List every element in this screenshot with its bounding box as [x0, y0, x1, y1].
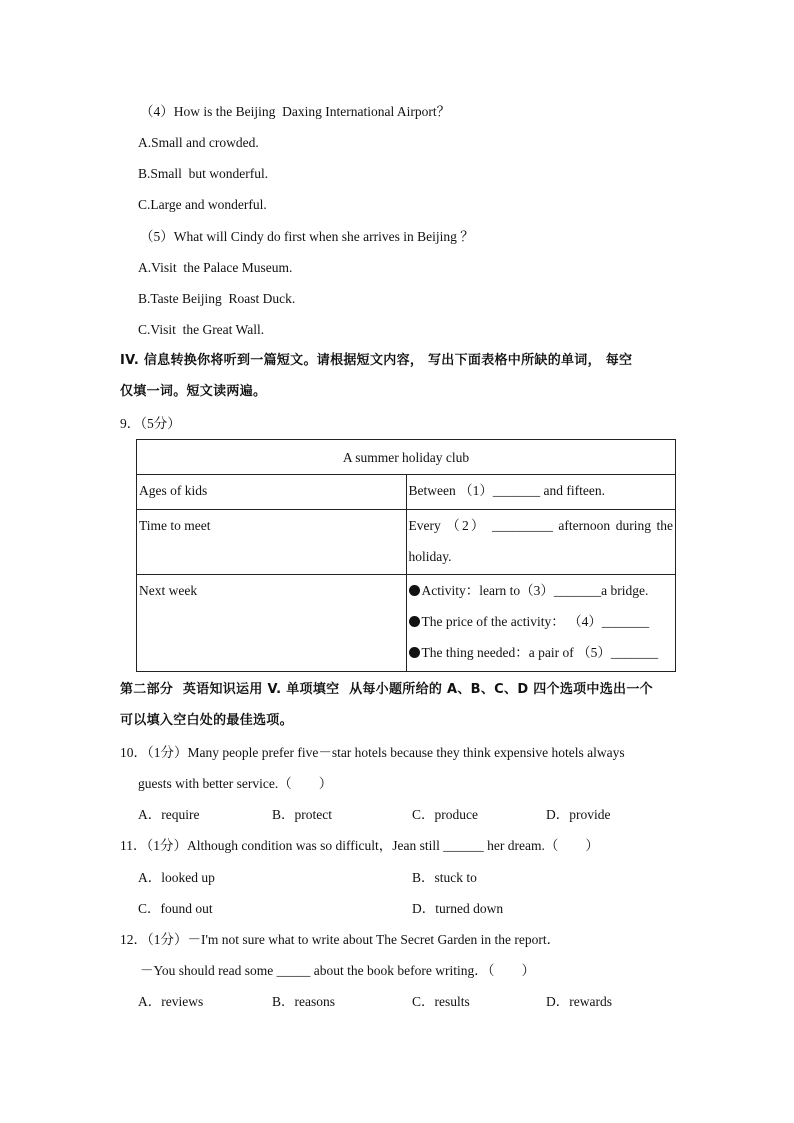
time-label: Time to meet — [137, 510, 407, 575]
section4-heading-line1: IV. 信息转换你将听到一篇短文。请根据短文内容， 写出下面表格中所缺的单词， 每空 — [120, 353, 633, 368]
summer-club-table — [136, 439, 676, 672]
ages-value: Between （1）_______ and fifteen. — [406, 475, 676, 510]
q5-option-b: B.Taste Beijing Roast Duck. — [138, 291, 296, 306]
q10-stem-line1: 10．（1分）Many people prefer five－star hotels because they think expensive hotels always — [120, 745, 625, 760]
section4-heading-line2: 仅填一词。短文读两遍。 — [120, 384, 267, 399]
ages-label: Ages of kids — [137, 475, 407, 510]
time-value-cell — [406, 510, 676, 575]
bullet-icon — [409, 647, 420, 658]
next-week-cell — [406, 575, 676, 672]
q10-option-b: B．protect — [272, 807, 332, 822]
table-caption: A summer holiday club — [137, 440, 676, 475]
q12-option-d: D．rewards — [546, 994, 612, 1009]
q11-option-a: A．looked up — [138, 870, 215, 885]
q11-option-d: D．turned down — [412, 901, 504, 916]
q10-stem-line2: guests with better service.（ ） — [138, 776, 333, 791]
q11-stem: 11．（1分）Although condition was so difficult，Jean still ______ her dream.（ ） — [120, 838, 599, 853]
q12-option-c: C．results — [412, 994, 470, 1009]
q12-option-a: A．reviews — [138, 994, 204, 1009]
next-item — [409, 637, 674, 668]
q11-option-c: C．found out — [138, 901, 213, 916]
q10-option-d: D．provide — [546, 807, 611, 822]
q4-option-b: B.Small but wonderful. — [138, 166, 269, 181]
q12-stem-line1: 12．（1分）－I'm not sure what to write about The Secret Garden in the report． — [120, 932, 561, 947]
q5-option-a: A.Visit the Palace Museum. — [138, 260, 293, 275]
q11-option-b: B．stuck to — [412, 870, 477, 885]
bullet-icon — [409, 616, 420, 627]
bullet-icon — [409, 585, 420, 596]
next-item — [409, 575, 674, 606]
time-value-line1: Every （2） _________ afternoon during the — [408, 518, 673, 533]
q10-option-c: C．produce — [412, 807, 478, 822]
q12-stem-line2: －You should read some _____ about the book before writing．（ ） — [140, 963, 535, 978]
q4-option-c: C.Large and wonderful. — [138, 197, 267, 212]
part2-heading-line2: 可以填入空白处的最佳选项。 — [120, 713, 293, 728]
q12-option-b: B．reasons — [272, 994, 335, 1009]
part2-heading-line1: 第二部分 英语知识运用 V. 单项填空 从每小题所给的 A、B、C、D 四个选项中选出一个 — [120, 682, 653, 697]
q10-option-a: A．require — [138, 807, 200, 822]
next-week-label: Next week — [137, 575, 407, 672]
next-item-text: The thing needed：a pair of （5）_______ — [421, 645, 659, 660]
next-item — [409, 606, 674, 637]
next-item-text: The price of the activity： （4）_______ — [421, 614, 650, 629]
q9-label: 9．（5分） — [120, 416, 181, 431]
time-value-line2: holiday. — [408, 549, 452, 564]
q5-option-c: C.Visit the Great Wall. — [138, 322, 265, 337]
q4-stem: （4）How is the Beijing Daxing International Airport？ — [140, 104, 451, 119]
q5-stem: （5）What will Cindy do first when she arrives in Beijing ？ — [140, 229, 474, 244]
q4-option-a: A.Small and crowded. — [138, 135, 259, 150]
next-item-text: Activity：learn to（3）_______a bridge. — [421, 583, 649, 598]
